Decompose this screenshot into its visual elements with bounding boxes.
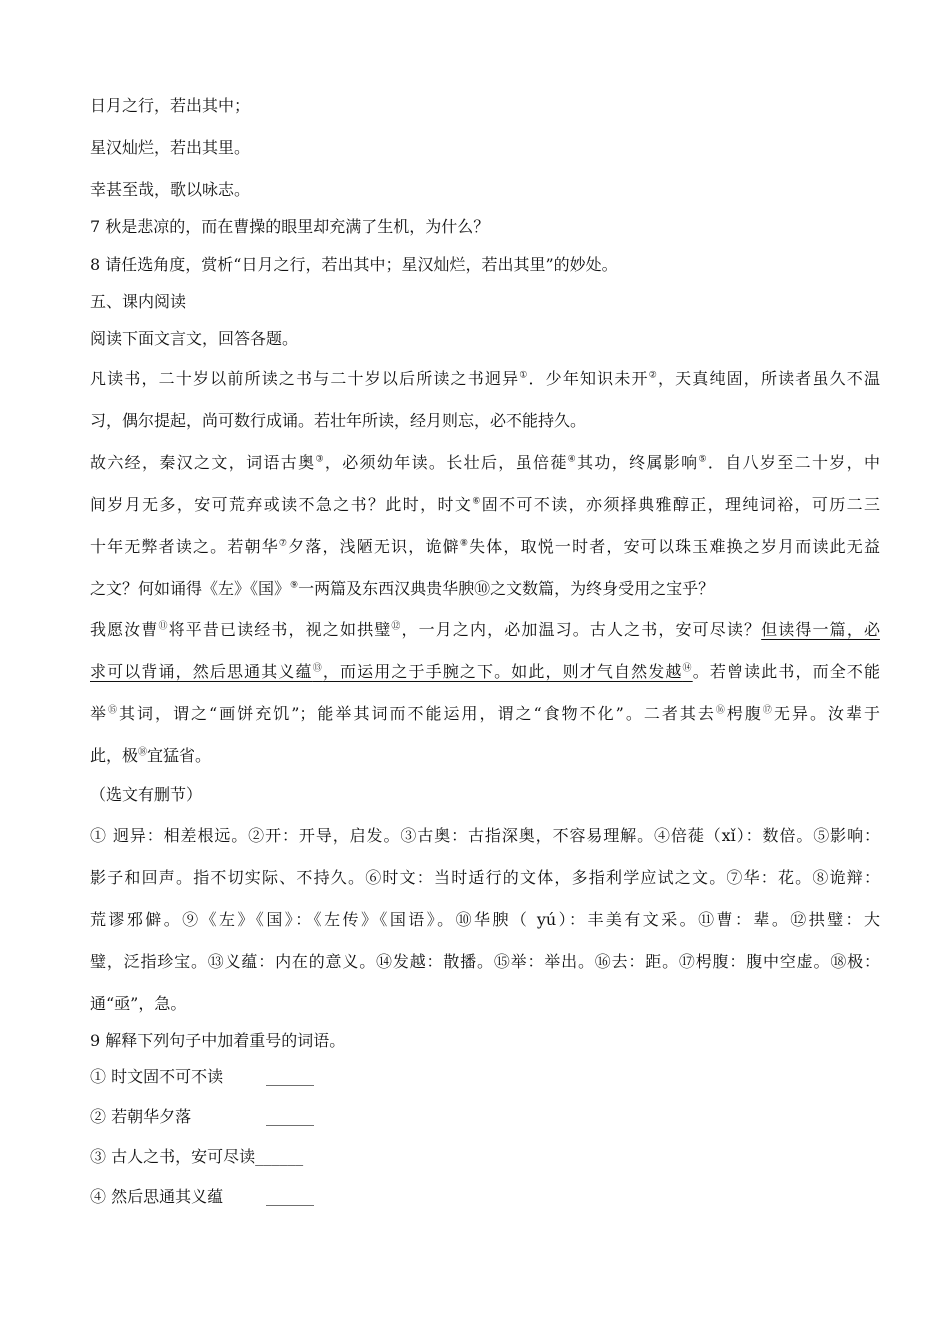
notes-line: 荒谬邪僻。⑨《左》《国》：《左传》《国语》。⑩华腴（ yú）：丰美有文采。⑪曹：辈。⑫拱璧：大 (90, 910, 880, 929)
section-title: 五、课内阅读 (90, 292, 187, 311)
underlined-sentence: 但读得一篇，必 (761, 620, 880, 639)
passage-line: 间岁月无多，安可荒弃或读不急之书？此时，时文⑥固不可不读，亦须择典雅醇正，理纯词裕，可历二三 (90, 495, 880, 514)
footnote-ref: ⑪ (158, 621, 169, 632)
q9-item (90, 1187, 314, 1207)
answer-blank[interactable]: ______ (266, 1187, 314, 1206)
footnote-ref: ⑧ (459, 538, 470, 549)
q9-item-text: ③ 古人之书，安可尽读 (90, 1147, 256, 1166)
q9-item (90, 1107, 314, 1127)
footnote-ref: ① (519, 370, 529, 381)
footnote-ref: ⑫ (391, 621, 402, 632)
footnote-ref: ② (648, 370, 658, 381)
q9-item-text: ② 若朝华夕落 (90, 1107, 192, 1126)
footnote-ref: ⑱ (138, 747, 148, 758)
answer-blank[interactable]: ______ (266, 1107, 314, 1126)
footnote-ref: ⑨ (290, 580, 299, 591)
footnote-ref: ⑥ (472, 496, 482, 507)
poem-line-2: 星汉灿烂，若出其里。 (90, 138, 251, 157)
answer-blank[interactable]: ______ (266, 1067, 314, 1086)
footnote-ref: ⑯ (715, 705, 727, 716)
q9-item-text: ④ 然后思通其义蕴 (90, 1187, 224, 1206)
notes-line: 通“亟”，急。 (90, 994, 187, 1013)
passage-line: 凡读书，二十岁以前所读之书与二十岁以后所读之书迥异①．少年知识未开②，天真纯固，所读者虽久不温 (90, 369, 880, 388)
question-7: 7 秋是悲凉的，而在曹操的眼里却充满了生机，为什么？ (90, 217, 490, 236)
q9-item-text: ① 时文固不可不读 (90, 1067, 224, 1086)
passage-line: 举⑮其词，谓之“画饼充饥”；能举其词而不能运用，谓之“食物不化”。二者其去⑯枵腹⑰无异。汝辈于 (90, 704, 880, 723)
q9-item (90, 1067, 314, 1087)
notes-line: ① 迥异：相差根远。②开：开导，启发。③古奥：古指深奥，不容易理解。④倍蓰（xǐ）：数倍。⑤影响： (90, 826, 880, 845)
footnote-ref: ⑰ (762, 705, 774, 716)
footnote-ref: ⑦ (278, 538, 289, 549)
passage-line: 习，偶尔提起，尚可数行成诵。若壮年所读，经月则忘，必不能持久。 (90, 411, 587, 430)
answer-blank[interactable]: ______ (255, 1147, 304, 1166)
source-note: （选文有删节） (90, 785, 203, 804)
footnote-ref: ⑤ (698, 454, 708, 465)
passage-line: 十年无弊者读之。若朝华⑦夕落，浅陋无识，诡僻⑧失体，取悦一时者，安可以珠玉难换之岁月而读此无益 (90, 537, 880, 556)
passage-line: 我愿汝曹⑪将平昔已读经书，视之如拱璧⑫，一月之内，必加温习。古人之书，安可尽读？但读得一篇，必 (90, 620, 880, 639)
passage-line: 此，极⑱宜猛省。 (90, 746, 212, 765)
passage-line: 故六经，秦汉之文，词语古奥③，必须幼年读。长壮后，虽倍蓰④其功，终属影响⑤．自八岁至二十岁，中 (90, 453, 880, 472)
question-8: 8 请任选角度，赏析“日月之行，若出其中；星汉灿烂，若出其里”的妙处。 (90, 255, 618, 274)
question-9: 9 解释下列句子中加着重号的词语。 (90, 1031, 346, 1050)
passage-line: 之文？何如诵得《左》《国》⑨一两篇及东西汉典贵华腴⑩之文数篇，为终身受用之宝乎？ (90, 579, 715, 598)
notes-line: 影子和回声。指不切实际、不持久。⑥时文：当时适行的文体，多指利学应试之文。⑦华：花。⑧诡辩： (90, 868, 880, 887)
footnote-ref: ④ (567, 454, 578, 465)
underlined-sentence: 求可以背诵，然后思通其义蕴⑬，而运用之于手腕之下。如此，则才气自然发越⑭ (90, 662, 693, 681)
section-instruction: 阅读下面文言文，回答各题。 (90, 329, 299, 348)
q9-item (90, 1147, 303, 1167)
notes-line: 璧，泛指珍宝。⑬义蕴：内在的意义。⑭发越：散播。⑮举：举出。⑯去：距。⑰枵腹：腹中空虚。⑱极： (90, 952, 880, 971)
footnote-ref: ③ (315, 454, 325, 465)
passage-line: 求可以背诵，然后思通其义蕴⑬，而运用之于手腕之下。如此，则才气自然发越⑭。若曾读此书，而全不能 (90, 662, 880, 681)
poem-line-1: 日月之行，若出其中； (90, 96, 251, 115)
poem-line-3: 幸甚至哉，歌以咏志。 (90, 180, 251, 199)
footnote-ref: ⑮ (108, 705, 120, 716)
